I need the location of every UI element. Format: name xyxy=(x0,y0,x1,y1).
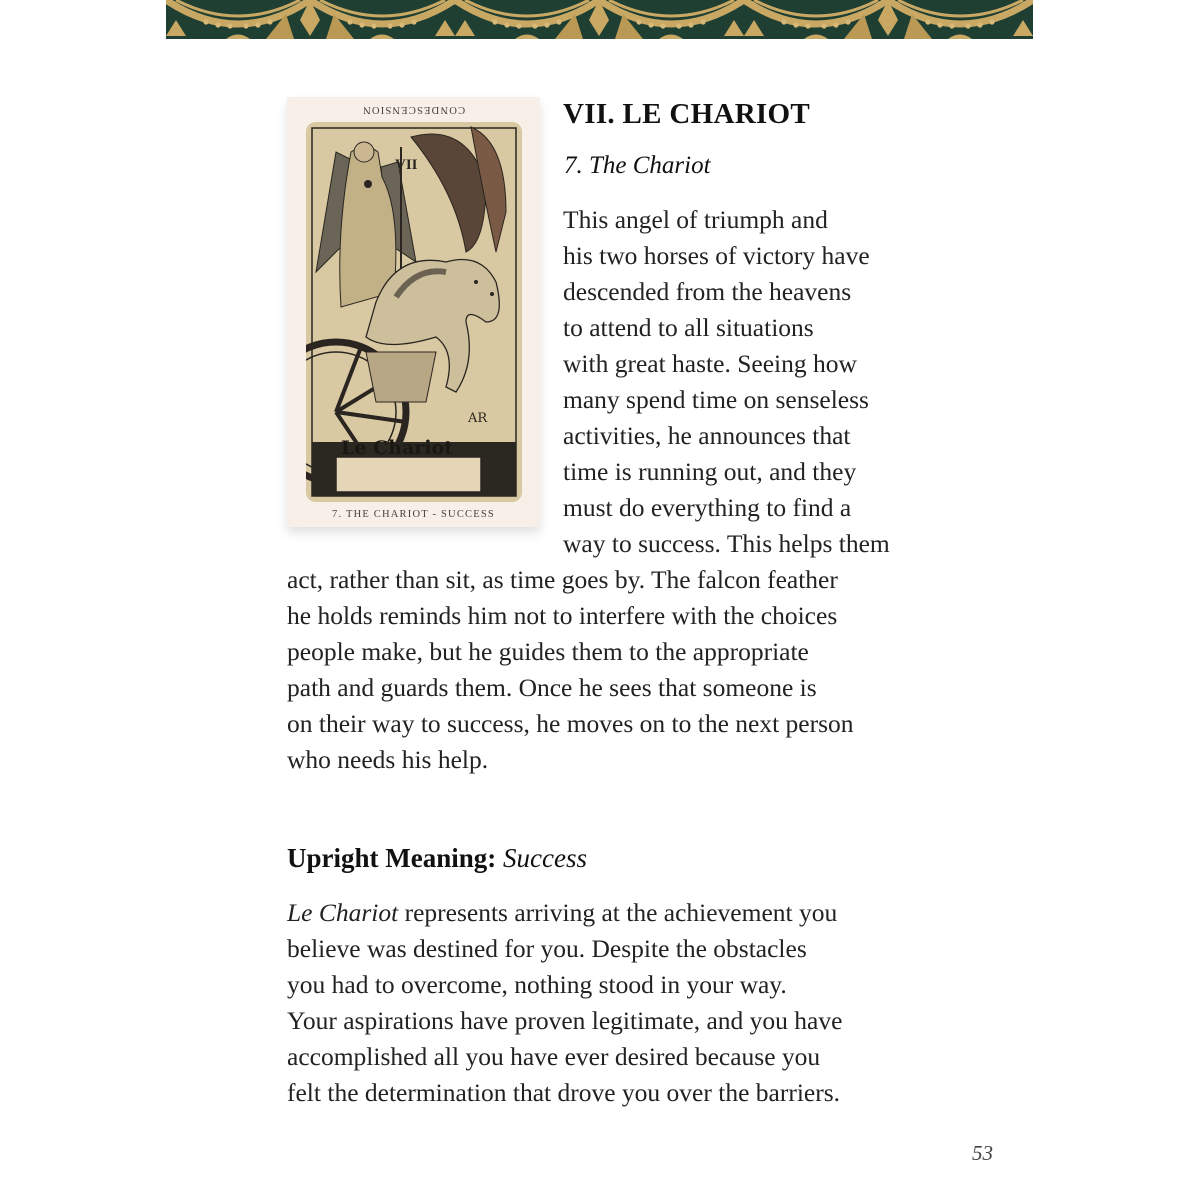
text-line: felt the determination that drove you over the barriers. xyxy=(287,1078,841,1107)
description-full xyxy=(287,562,854,778)
ornament-pattern-icon xyxy=(166,0,1033,39)
text-line: many spend time on senseless xyxy=(563,385,869,414)
text-line: who needs his help. xyxy=(287,745,489,774)
upright-label: Upright Meaning: xyxy=(287,843,497,873)
text-line: path and guards them. Once he sees that someone is xyxy=(287,673,817,702)
page-subtitle: 7. The Chariot xyxy=(564,152,711,179)
upright-value: Success xyxy=(503,843,587,873)
text-line: he holds reminds him not to interfere with the choices xyxy=(287,601,838,630)
text-line: to attend to all situations xyxy=(563,313,814,342)
text-line: act, rather than sit, as time goes by. The falcon feather xyxy=(287,565,838,594)
text-line: on their way to success, he moves on to the next person xyxy=(287,709,854,738)
card-title: Le Chariot xyxy=(341,437,453,459)
card-roman-numeral: VII xyxy=(395,157,418,173)
text-line: descended from the heavens xyxy=(563,277,852,306)
page-title: VII. LE CHARIOT xyxy=(563,98,811,130)
tarot-card-image xyxy=(287,97,540,527)
text-line: must do everything to find a xyxy=(563,493,852,522)
upright-meaning-heading xyxy=(287,843,587,874)
card-monogram: AR xyxy=(468,411,488,426)
text-fragment: represents arriving at the achievement you xyxy=(398,898,838,927)
text-line: time is running out, and they xyxy=(563,457,857,486)
description-wrapped xyxy=(563,202,890,562)
text-line: believe was destined for you. Despite the obstacles xyxy=(287,934,807,963)
text-line: his two horses of victory have xyxy=(563,241,870,270)
text-line: accomplished all you have ever desired because you xyxy=(287,1042,821,1071)
text-line: This angel of triumph and xyxy=(563,205,828,234)
page-number: 53 xyxy=(972,1141,993,1165)
text-line: people make, but he guides them to the appropriate xyxy=(287,637,809,666)
card-inverted-label: CONDESCENSION xyxy=(361,104,466,115)
card-caption: 7. THE CHARIOT - SUCCESS xyxy=(332,509,495,520)
upright-description xyxy=(287,895,842,1111)
card-name-italic: Le Chariot xyxy=(287,898,399,927)
text-line: you had to overcome, nothing stood in your way. xyxy=(287,970,787,999)
text-line xyxy=(287,895,842,931)
text-line: with great haste. Seeing how xyxy=(563,349,857,378)
text-line: Your aspirations have proven legitimate, and you have xyxy=(287,1006,843,1035)
decorative-banner xyxy=(166,0,1033,39)
text-line: activities, he announces that xyxy=(563,421,851,450)
text-line: way to success. This helps them xyxy=(563,529,890,558)
